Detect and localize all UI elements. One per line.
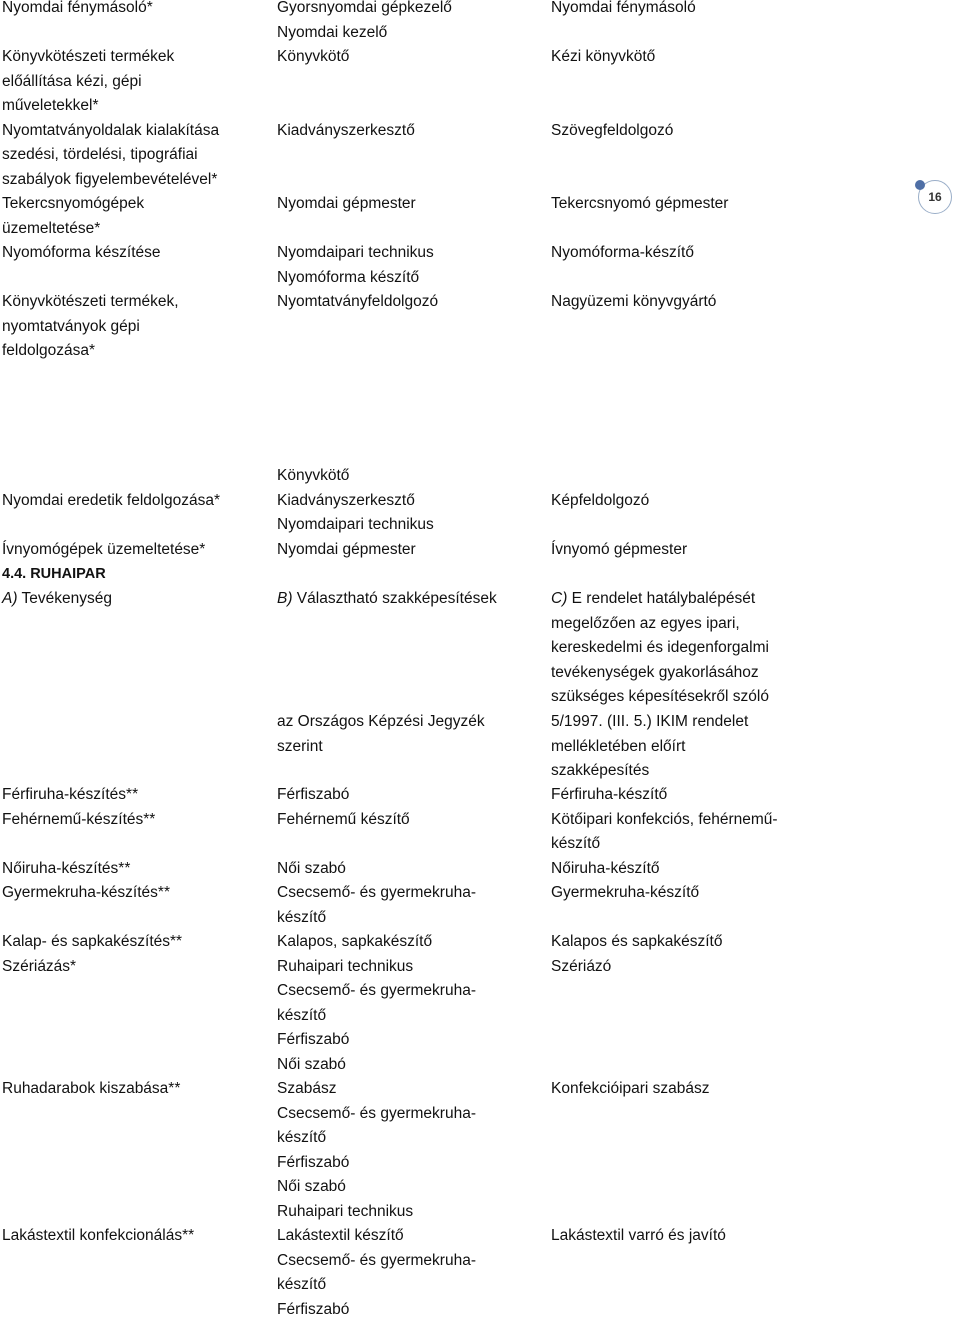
table-cell-c1	[2, 45, 267, 119]
table-cell-c2	[277, 119, 537, 144]
table-cell-c3	[551, 538, 821, 563]
header-b-text: Választható szakképesítések	[293, 590, 497, 607]
table-cell-c1	[2, 955, 267, 980]
header-c-line: kereskedelmi és idegenforgalmi	[551, 636, 821, 661]
cell-line: Női szabó	[277, 857, 537, 882]
cell-line: Nyomdai gépmester	[277, 192, 537, 217]
cell-line: műveletekkel*	[2, 94, 267, 119]
table-cell-c1	[2, 241, 267, 266]
cell-line: Ívnyomó gépmester	[551, 538, 821, 563]
subheader-c-line: 5/1997. (III. 5.) IKIM rendelet	[551, 710, 821, 735]
table-cell-c1	[2, 808, 267, 833]
cell-line: szedési, tördelési, tipográfiai	[2, 143, 267, 168]
table-cell-c3	[551, 0, 821, 21]
table-cell-c2	[277, 0, 537, 45]
subheader-c-line: mellékletében előírt	[551, 735, 821, 760]
header-a-text: Tevékenység	[18, 590, 113, 607]
cell-line: Nyomdai kezelő	[277, 21, 537, 46]
cell-line: Nyomóforma készítő	[277, 266, 537, 291]
cell-line: Férfiruha-készítés**	[2, 783, 267, 808]
table-cell-c2	[277, 290, 537, 315]
header-c-text: E rendelet hatálybalépését	[567, 590, 755, 607]
table-cell-c1	[2, 930, 267, 955]
table-cell-c2	[277, 955, 537, 1078]
cell-line: Nyomdai gépmester	[277, 538, 537, 563]
cell-line: Szabász	[277, 1077, 537, 1102]
cell-line: Gyermekruha-készítő	[551, 881, 821, 906]
cell-line: készítő	[277, 906, 537, 931]
table-cell-c3	[551, 241, 821, 266]
table-cell-c1	[2, 464, 267, 513]
cell-line: Csecsemő- és gyermekruha-	[277, 1249, 537, 1274]
subheader-c-line: szakképesítés	[551, 759, 821, 784]
table-cell-c3	[551, 857, 821, 882]
cell-line: Nyomdai fénymásoló*	[2, 0, 267, 21]
cell-line: készítő	[277, 1273, 537, 1298]
table-cell-c1	[2, 192, 267, 241]
cell-line: Nyomóforma-készítő	[551, 241, 821, 266]
cell-line: Szériázó	[551, 955, 821, 980]
table-cell-c2	[277, 538, 537, 563]
cell-line: Nőiruha-készítés**	[2, 857, 267, 882]
header-b-letter: B)	[277, 590, 293, 607]
cell-line: Tekercsnyomógépek	[2, 192, 267, 217]
table-cell-c1	[2, 0, 267, 21]
cell-line: üzemeltetése*	[2, 217, 267, 242]
cell-line: Nyomdaipari technikus	[277, 241, 537, 266]
cell-line: Ívnyomógépek üzemeltetése*	[2, 538, 267, 563]
cell-line: feldolgozása*	[2, 339, 267, 364]
table-cell-c3	[551, 930, 821, 955]
table-cell-c3	[551, 808, 821, 857]
cell-line: Férfiruha-készítő	[551, 783, 821, 808]
cell-line: Nőiruha-készítő	[551, 857, 821, 882]
cell-line: Ruhaipari technikus	[277, 955, 537, 980]
table-cell-c2	[277, 1077, 537, 1224]
cell-line: Kötőipari konfekciós, fehérnemű-	[551, 808, 821, 833]
cell-line: Konfekcióipari szabász	[551, 1077, 821, 1102]
table-cell-c2	[277, 808, 537, 833]
cell-line: Gyorsnyomdai gépkezelő	[277, 0, 537, 21]
page-number-badge	[918, 180, 952, 214]
cell-line: Férfiszabó	[277, 783, 537, 808]
cell-line: Kiadványszerkesztő	[277, 119, 537, 144]
cell-line: Könyvkötő	[277, 45, 537, 70]
subheader-b-line: az Országos Képzési Jegyzék	[277, 710, 537, 735]
cell-line: Csecsemő- és gyermekruha-	[277, 881, 537, 906]
table-cell-c2	[277, 881, 537, 930]
header-b	[277, 587, 537, 612]
cell-line: Kalapos, sapkakészítő	[277, 930, 537, 955]
cell-line: Lakástextil konfekcionálás**	[2, 1224, 267, 1249]
header-c-line: megelőzően az egyes ipari,	[551, 612, 821, 637]
header-a	[2, 587, 267, 612]
cell-line: Csecsemő- és gyermekruha-	[277, 979, 537, 1004]
cell-line: Képfeldolgozó	[551, 489, 821, 514]
cell-line: nyomtatványok gépi	[2, 315, 267, 340]
table-cell-c1	[2, 538, 267, 563]
cell-line: Nyomóforma készítése	[2, 241, 267, 266]
cell-line: Nyomtatványoldalak kialakítása	[2, 119, 267, 144]
subheader-c	[551, 710, 821, 784]
table-cell-c1	[2, 881, 267, 906]
section-title: 4.4. RUHAIPAR	[2, 562, 106, 587]
cell-line: Nyomdaipari technikus	[277, 513, 537, 538]
cell-line: Nagyüzemi könyvgyártó	[551, 290, 821, 315]
table-cell-c2	[277, 45, 537, 70]
table-cell-c2	[277, 930, 537, 955]
cell-line: Tekercsnyomó gépmester	[551, 192, 821, 217]
table-cell-c3	[551, 290, 821, 315]
table-cell-c2	[277, 192, 537, 217]
table-cell-c3	[551, 464, 821, 513]
cell-line: szabályok figyelembevételével*	[2, 168, 267, 193]
table-cell-c3	[551, 119, 821, 144]
subheader-b-line: szerint	[277, 735, 537, 760]
table-cell-c2	[277, 464, 537, 538]
header-c	[551, 587, 821, 710]
table-cell-c1	[2, 1077, 267, 1102]
table-cell-c1	[2, 857, 267, 882]
table-cell-c1	[2, 1224, 267, 1249]
cell-line: Férfiszabó	[277, 1298, 537, 1322]
cell-line: Könyvkötészeti termékek,	[2, 290, 267, 315]
cell-line: Fehérnemű-készítés**	[2, 808, 267, 833]
table-cell-c2	[277, 857, 537, 882]
cell-line	[2, 464, 267, 489]
cell-line: előállítása kézi, gépi	[2, 70, 267, 95]
table-cell-c1	[2, 290, 267, 364]
subheader-b	[277, 710, 537, 759]
cell-line: Férfiszabó	[277, 1151, 537, 1176]
cell-line: Nyomdai eredetik feldolgozása*	[2, 489, 267, 514]
cell-line: Fehérnemű készítő	[277, 808, 537, 833]
cell-line: Nyomtatványfeldolgozó	[277, 290, 537, 315]
cell-line: Ruhaipari technikus	[277, 1200, 537, 1225]
cell-line: Lakástextil készítő	[277, 1224, 537, 1249]
header-c-line: tevékenységek gyakorlásához	[551, 661, 821, 686]
header-c-line: szükséges képesítésekről szóló	[551, 685, 821, 710]
cell-line	[551, 464, 821, 489]
table-cell-c3	[551, 881, 821, 906]
cell-line: Női szabó	[277, 1053, 537, 1078]
header-a-letter: A)	[2, 590, 18, 607]
cell-line: Kiadványszerkesztő	[277, 489, 537, 514]
table-cell-c3	[551, 783, 821, 808]
cell-line: Női szabó	[277, 1175, 537, 1200]
cell-line: készítő	[277, 1004, 537, 1029]
table-cell-c1	[2, 783, 267, 808]
header-c-letter: C)	[551, 590, 567, 607]
cell-line: Férfiszabó	[277, 1028, 537, 1053]
cell-line: Gyermekruha-készítés**	[2, 881, 267, 906]
cell-line: Szériázás*	[2, 955, 267, 980]
table-cell-c2	[277, 783, 537, 808]
table-cell-c2	[277, 241, 537, 290]
table-cell-c3	[551, 1224, 821, 1249]
table-cell-c3	[551, 192, 821, 217]
page-number: 16	[919, 189, 951, 205]
cell-line: Lakástextil varró és javító	[551, 1224, 821, 1249]
cell-line: Ruhadarabok kiszabása**	[2, 1077, 267, 1102]
cell-line: Szövegfeldolgozó	[551, 119, 821, 144]
cell-line: Csecsemő- és gyermekruha-	[277, 1102, 537, 1127]
cell-line: készítő	[277, 1126, 537, 1151]
cell-line: Nyomdai fénymásoló	[551, 0, 821, 21]
cell-line: Könyvkötészeti termékek	[2, 45, 267, 70]
table-cell-c3	[551, 1077, 821, 1102]
table-cell-c1	[2, 119, 267, 193]
table-cell-c3	[551, 955, 821, 980]
cell-line: készítő	[551, 832, 821, 857]
cell-line: Könyvkötő	[277, 464, 537, 489]
cell-line: Kézi könyvkötő	[551, 45, 821, 70]
table-cell-c3	[551, 45, 821, 70]
table-cell-c2	[277, 1224, 537, 1322]
cell-line: Kalapos és sapkakészítő	[551, 930, 821, 955]
cell-line: Kalap- és sapkakészítés**	[2, 930, 267, 955]
